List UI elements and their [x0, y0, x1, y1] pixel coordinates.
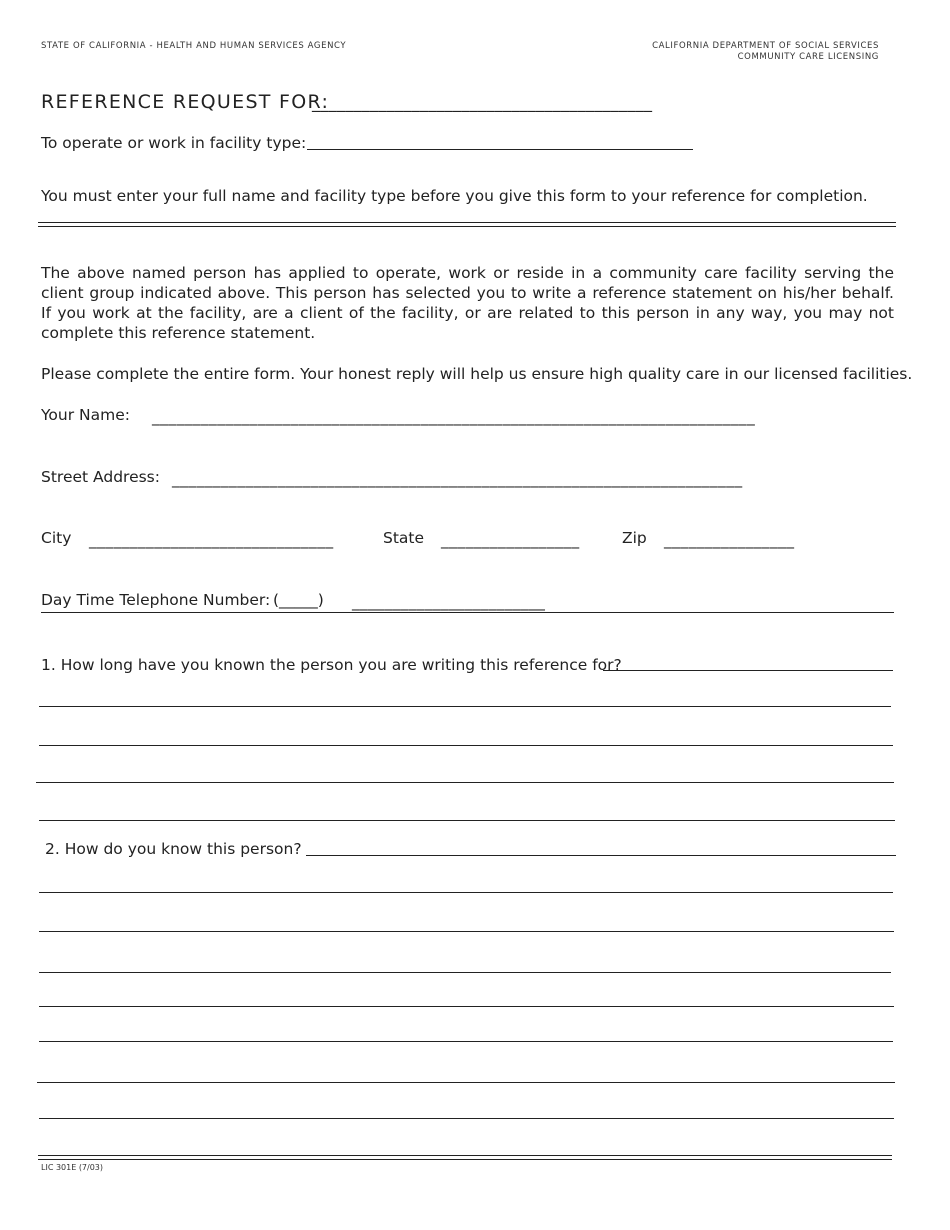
- question-2-answer-line[interactable]: [39, 931, 894, 932]
- section-divider: [38, 222, 896, 227]
- your-name-label: Your Name:: [41, 406, 130, 424]
- facility-type-field[interactable]: [307, 149, 693, 150]
- phone-number-field[interactable]: ________________________: [352, 593, 546, 611]
- zip-field[interactable]: ________________: [664, 531, 795, 549]
- form-title: REFERENCE REQUEST FOR:: [41, 91, 330, 113]
- facility-type-label: To operate or work in facility type:: [41, 134, 307, 152]
- division-name: COMMUNITY CARE LICENSING: [737, 52, 879, 62]
- phone-section-rule: [41, 612, 894, 613]
- question-2-answer-line[interactable]: [39, 1041, 893, 1042]
- department-name: CALIFORNIA DEPARTMENT OF SOCIAL SERVICES: [652, 41, 879, 51]
- question-2-answer-line[interactable]: [39, 1006, 894, 1007]
- question-1-answer-line[interactable]: [36, 782, 894, 783]
- city-label: City: [41, 529, 72, 547]
- footer-divider: [38, 1155, 892, 1160]
- street-address-field[interactable]: ______________________________________________________________________: [172, 470, 743, 488]
- city-field[interactable]: ______________________________: [89, 531, 334, 549]
- your-name-field[interactable]: __________________________________________________________________________: [152, 408, 756, 426]
- question-2-text: 2. How do you know this person?: [45, 840, 302, 858]
- question-1-answer-line[interactable]: [39, 706, 891, 707]
- question-2-answer-inline[interactable]: [306, 855, 896, 856]
- street-address-label: Street Address:: [41, 468, 160, 486]
- question-1-text: 1. How long have you known the person you are writing this reference for?: [41, 656, 622, 674]
- question-2-answer-line[interactable]: [39, 1118, 894, 1119]
- applicant-name-blank[interactable]: _________________________________________: [312, 93, 653, 112]
- phone-label: Day Time Telephone Number:: [41, 591, 271, 609]
- agency-header: STATE OF CALIFORNIA - HEALTH AND HUMAN SERVICES AGENCY: [41, 41, 347, 51]
- intro-paragraph: The above named person has applied to operate, work or reside in a community care facility serving the client group indicated above. This person has selected you to write a reference statement on his/her behalf. If you work at the facility, are a client of the facility, or are related to this person in any way, you may not complete this reference statement.: [41, 264, 894, 342]
- department-header: [652, 41, 879, 63]
- zip-label: Zip: [622, 529, 647, 547]
- question-1-answer-line[interactable]: [39, 820, 895, 821]
- form-number: LIC 301E (7/03): [41, 1163, 104, 1172]
- instruction-text: Please complete the entire form. Your honest reply will help us ensure high quality care in our licensed facilities.: [41, 365, 913, 383]
- question-2-answer-line[interactable]: [39, 892, 893, 893]
- state-field[interactable]: _________________: [441, 531, 580, 549]
- question-1-answer-line[interactable]: [39, 745, 893, 746]
- notice-text: You must enter your full name and facility type before you give this form to your reference for completion.: [41, 187, 868, 205]
- question-2-answer-line[interactable]: [37, 1082, 895, 1083]
- question-1-answer-inline[interactable]: [603, 670, 893, 671]
- question-2-answer-line[interactable]: [39, 972, 891, 973]
- state-label: State: [383, 529, 425, 547]
- phone-area-code-field[interactable]: (_____): [273, 591, 324, 609]
